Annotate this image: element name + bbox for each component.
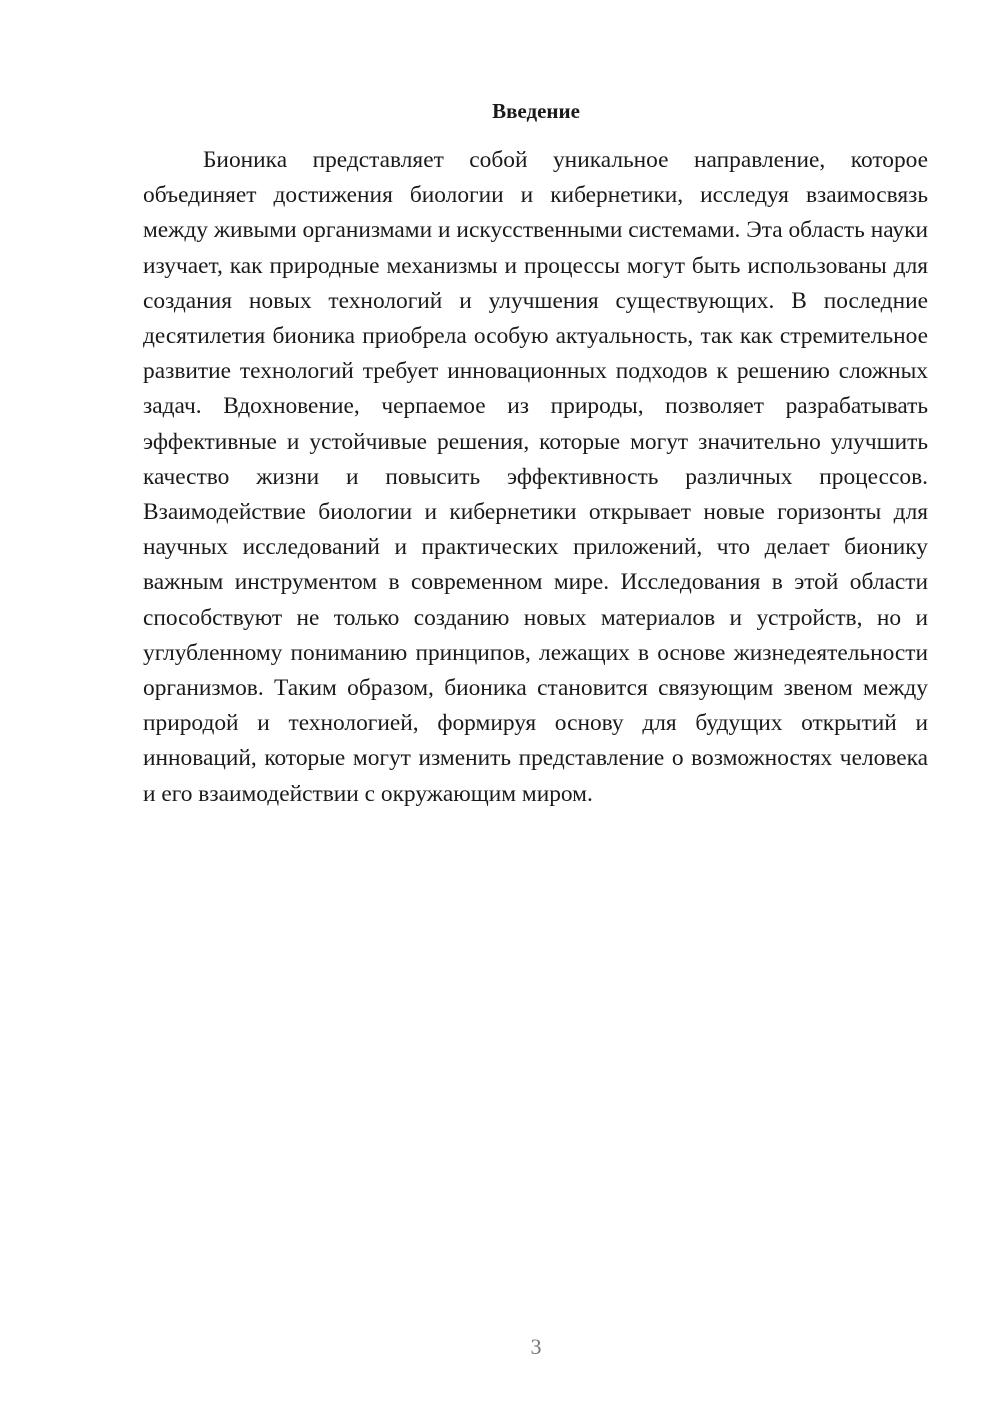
intro-paragraph: Бионика представляет собой уникальное направление, которое объединяет достижения биологии и кибернетики, исследуя взаимосвязь между живыми организмами и искусственными системами. Эта область науки изучает, как природные механизмы и процессы могут быть использованы для создания новых технологий и улучшения существующих. В последние десятилетия бионика приобрела особую актуальность, так как стремительное развитие технологий требует инновационных подходов к решению сложных задач. Вдохновение, черпаемое из природы, позволяет разрабатывать эффективные и устойчивые решения, которые могут значительно улучшить качество жизни и повысить эффективность различных процессов. Взаимодействие биологии и кибернетики открывает новые горизонты для научных исследований и практических приложений, что делает бионику важным инструментом в современном мире. Исследования в этой области способствуют не только созданию новых материалов и устройств, но и углубленному пониманию принципов, лежащих в основе жизнедеятельности организмов. Таким образом, бионика становится связующим звеном между природой и технологией, формируя основу для будущих открытий и инноваций, которые могут изменить представление о возможностях человека и его взаимодействии с окружающим миром. — [143, 147, 928, 807]
page-title: Введение — [492, 99, 580, 123]
page-number: 3 — [530, 1334, 542, 1359]
